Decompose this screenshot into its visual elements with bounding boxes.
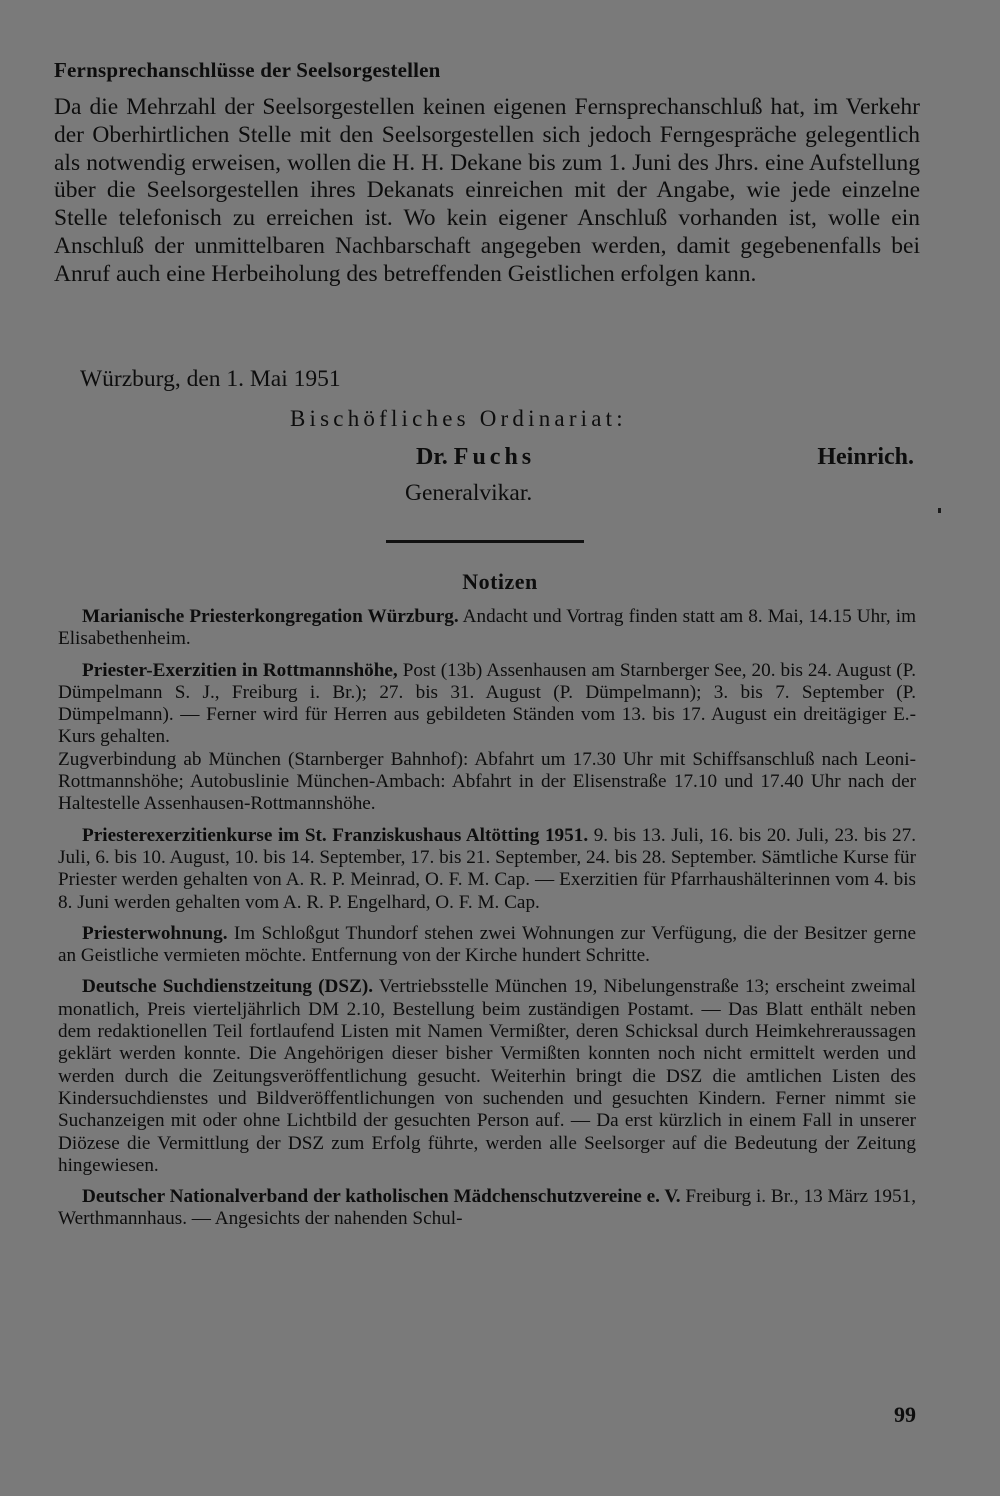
note-lead: Deutscher Nationalverband der katholischen Mädchenschutzvereine e. V. bbox=[82, 1186, 681, 1208]
signatory-surname: Fuchs bbox=[453, 444, 536, 470]
note-item bbox=[58, 923, 916, 968]
notizen-list bbox=[58, 606, 916, 1240]
page-number: 99 bbox=[894, 1402, 916, 1427]
issuing-authority: Bischöfliches Ordinariat: bbox=[290, 406, 627, 431]
signatory-role: Generalvikar. bbox=[405, 480, 533, 506]
note-text: Zugverbindung ab München (Starnberger Bahnhof): Abfahrt um 17.30 Uhr mit Schiffsanschluß nach Leoni-Rottmannshöhe; Autobuslinie München-Ambach: Abfahrt in der Elisenstraße 17.10 und 17.40 Uhr nach der Haltestelle Assenhausen-Rottmannshöhe. bbox=[58, 748, 916, 815]
note-lead: Priester-Exerzitien in Rottmannshöhe, bbox=[82, 659, 398, 681]
note-item bbox=[58, 749, 916, 816]
note-lead: Priesterexerzitienkurse im St. Franziskushaus Altötting 1951. bbox=[82, 824, 589, 846]
note-text: Freiburg i. Br., 13 März 1951, Werthmannhaus. — Angesichts der nahenden Schul- bbox=[58, 1186, 916, 1230]
note-text: Post (13b) Assenhausen am Starnberger See, 20. bis 24. August (P. Dümpelmann S. J., Freiburg i. Br.); 27. bis 31. August (P. Dümpelmann); 3. bis 7. September (P. Dümpelmann). — Ferner wird für Herren aus gebildeten Ständen vom 13. bis 17. August ein dreitägiger E.-Kurs gehalten. bbox=[58, 659, 916, 748]
note-text: 9. bis 13. Juli, 16. bis 20. Juli, 23. bis 27. Juli, 6. bis 10. August, 10. bis 14. September, 17. bis 21. September, 24. bis 28. September. Sämtliche Kurse für Priester werden gehalten von A. R. P. Meinrad, O. F. M. Cap. — Exerzitien für Pfarrhaushälterinnen vom 4. bis 8. Juni werden gehalten vom A. R. P. Engelhard, O. F. M. Cap. bbox=[58, 824, 916, 913]
note-item bbox=[58, 1186, 916, 1231]
note-text: Vertriebsstelle München 19, Nibelungenstraße 13; erscheint zweimal monatlich, Preis vierteljährlich DM 2.10, Bestellung beim zuständigen Postamt. — Das Blatt enthält neben dem redaktionellen Teil fortlaufend Listen mit Namen Vermißter, deren Schicksal durch Heimkehreraussagen geklärt werden konnte. Die Angehörigen dieser bisher Vermißten konnten noch nicht ermittelt werden und werden durch die Zeitungsveröffentlichung gesucht. Weiterhin bringt die DSZ die amtlichen Listen des Kindersuchdienstes und Bildveröffentlichungen von suchenden und gesuchten Kindern. Ferner nimmt sie Suchanzeigen mit oder ohne Lichtbild der gesuchten Person auf. — Da erst kürzlich in einem Fall in unserer Diözese die Vermittlung der DSZ zum Erfolg führte, werden alle Seelsorger auf die Bedeutung der Zeitung hingewiesen. bbox=[58, 976, 916, 1176]
note-lead: Marianische Priesterkongregation Würzburg. bbox=[82, 606, 459, 627]
note-lead: Deutsche Suchdienstzeitung (DSZ). bbox=[82, 976, 374, 998]
note-text: Andacht und Vortrag finden statt am 8. Mai, 14.15 Uhr, im Elisabethenheim. bbox=[58, 606, 916, 650]
section-divider bbox=[386, 540, 584, 543]
section-body: Da die Mehrzahl der Seelsorgestellen keinen eigenen Fernsprechanschluß hat, im Verkehr der Oberhirtlichen Stelle mit den Seelsorgestellen sich jedoch Ferngespräche gelegentlich als notwendig erweisen, wollen die H. H. Dekane bis zum 1. Juni des Jhrs. eine Aufstellung über die Seelsorgestellen ihres Dekanats einreichen mit der Angabe, wie jede einzelne Stelle telefonisch zu erreichen ist. Wo kein eigener Anschluß vorhanden ist, wolle ein Anschluß der unmittelbaren Nachbarschaft angegeben werden, damit gegebenenfalls bei Anruf auch eine Herbeiholung des betreffenden Geistlichen erfolgen kann. bbox=[54, 94, 920, 287]
dateline: Würzburg, den 1. Mai 1951 bbox=[80, 366, 341, 392]
print-speck bbox=[938, 508, 941, 513]
section-heading: Fernsprechanschlüsse der Seelsorgestellen bbox=[54, 58, 441, 82]
note-item bbox=[58, 606, 916, 651]
note-item bbox=[58, 825, 916, 914]
note-item bbox=[58, 976, 916, 1177]
signatory-name bbox=[416, 444, 535, 471]
notizen-heading: Notizen bbox=[462, 569, 538, 594]
signatory-firstname: Heinrich. bbox=[817, 444, 914, 470]
note-lead: Priesterwohnung. bbox=[82, 922, 228, 944]
note-text: Im Schloßgut Thundorf stehen zwei Wohnungen zur Verfügung, die der Besitzer gerne an Geistliche vermieten möchte. Entfernung von der Kirche hundert Schritte. bbox=[58, 922, 916, 967]
signatory-title-prefix: Dr. bbox=[416, 444, 448, 470]
note-item bbox=[58, 660, 916, 749]
